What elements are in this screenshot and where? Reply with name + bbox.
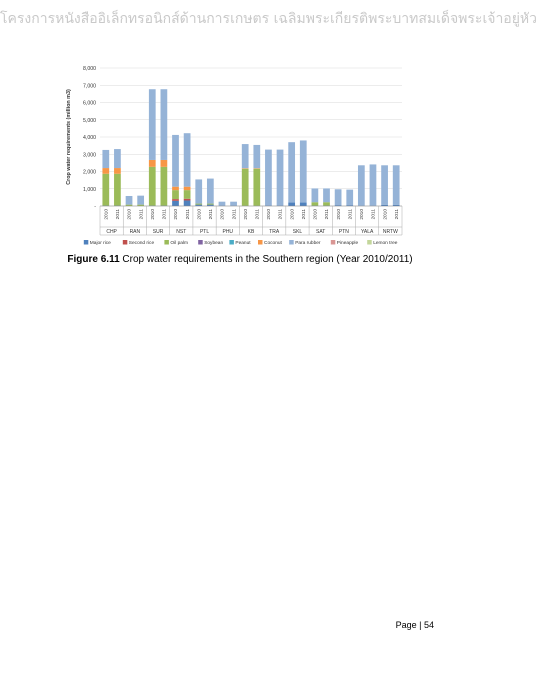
bar-segment — [312, 188, 319, 202]
stacked-bar-chart — [60, 62, 410, 250]
bar-segment — [288, 203, 295, 206]
bar-segment — [253, 169, 260, 206]
bar-segment — [242, 169, 249, 206]
x-tick-label: 2010 — [127, 209, 133, 220]
bar-segment — [312, 202, 319, 205]
y-axis-label: Crop water requirements (million m3) — [66, 89, 72, 185]
group-label: SKL — [292, 229, 303, 235]
x-tick-label: 2010 — [197, 209, 203, 220]
group-label: TRA — [269, 229, 280, 235]
legend-label: Soybean — [204, 241, 224, 246]
bar-segment — [346, 190, 353, 206]
legend-label: Pineapple — [336, 241, 359, 246]
bar-segment — [149, 167, 156, 206]
group-label: PTL — [199, 229, 210, 235]
bar-segment — [184, 133, 191, 186]
bar-segment — [172, 201, 179, 206]
bar-segment — [393, 165, 400, 205]
group-label: NRTW — [382, 229, 398, 235]
legend-swatch — [229, 240, 234, 245]
x-tick-label: 2010 — [360, 209, 366, 220]
x-tick-label: 2010 — [336, 209, 342, 220]
x-tick-label: 2010 — [243, 209, 249, 220]
page-number: Page | 54 — [395, 620, 434, 630]
bar-segment — [161, 160, 168, 167]
group-label: YALA — [360, 229, 374, 235]
bar-segment — [195, 179, 202, 203]
bar-segment — [358, 165, 365, 206]
legend-swatch — [289, 240, 294, 245]
legend-label: Oil palm — [170, 241, 188, 246]
bar-segment — [207, 204, 214, 205]
bar-segment — [102, 174, 109, 206]
bar-segment — [161, 167, 168, 206]
group-label: SUR — [152, 229, 164, 235]
bar-segment — [114, 168, 121, 174]
y-tick-label: 3,000 — [83, 152, 96, 159]
bar-segment — [137, 196, 144, 205]
bar-segment — [195, 204, 202, 205]
x-tick-label: 2011 — [371, 209, 377, 220]
legend-label: Lemon tree — [373, 241, 398, 246]
bar-segment — [219, 202, 226, 206]
legend-label: Peanut — [235, 241, 251, 246]
caption-label: Figure 6.11 — [67, 254, 120, 265]
x-tick-label: 2010 — [174, 209, 180, 220]
x-tick-label: 2011 — [162, 209, 168, 220]
group-label: SAT — [316, 229, 326, 235]
bar-segment — [288, 142, 295, 202]
bar-segment — [102, 168, 109, 174]
caption-text: Crop water requirements in the Southern region (Year 2010/2011) — [119, 254, 413, 265]
bar-segment — [114, 149, 121, 168]
y-tick-label: 4,000 — [83, 135, 96, 141]
bar-segment — [149, 89, 156, 160]
bar-segment — [335, 189, 342, 205]
x-tick-label: 2011 — [394, 209, 400, 220]
group-label: RAN — [129, 229, 141, 235]
legend-swatch — [367, 240, 372, 245]
bar-segment — [172, 190, 179, 199]
bar-segment — [323, 188, 330, 202]
bar-segment — [381, 165, 388, 205]
bar-segment — [102, 150, 109, 168]
x-tick-label: 2011 — [232, 209, 238, 220]
bar-segment — [184, 200, 191, 206]
group-label: KB — [247, 229, 255, 235]
x-tick-label: 2010 — [150, 209, 156, 220]
legend-swatch — [84, 240, 89, 245]
x-tick-label: 2010 — [267, 209, 273, 220]
legend-swatch — [258, 240, 263, 245]
bar-segment — [207, 179, 214, 204]
bar-segment — [161, 89, 168, 160]
legend-swatch — [198, 240, 203, 245]
bar-segment — [242, 168, 249, 169]
bar-segment — [230, 202, 237, 206]
bar-segment — [253, 168, 260, 169]
legend-swatch — [164, 240, 169, 245]
y-tick-label: 2,000 — [83, 169, 96, 176]
x-tick-label: 2011 — [301, 209, 307, 220]
figure-caption — [0, 254, 480, 265]
x-tick-label: 2010 — [104, 209, 110, 220]
y-tick-label: - — [94, 204, 96, 210]
bar-segment — [149, 160, 156, 167]
group-label: PHU — [222, 229, 234, 235]
bar-segment — [300, 203, 307, 206]
x-tick-label: 2011 — [209, 209, 215, 220]
x-tick-label: 2011 — [348, 209, 354, 220]
x-tick-label: 2011 — [139, 209, 145, 220]
bar-segment — [184, 199, 191, 201]
group-label: PTN — [338, 229, 349, 235]
bar-segment — [172, 187, 179, 190]
x-tick-label: 2010 — [383, 209, 389, 220]
legend-label: Coconut — [264, 241, 282, 246]
bar-segment — [323, 202, 330, 205]
bar-segment — [184, 190, 191, 199]
x-tick-label: 2010 — [313, 209, 319, 220]
x-tick-label: 2011 — [325, 209, 331, 220]
x-tick-label: 2011 — [185, 209, 191, 220]
legend-swatch — [123, 240, 128, 245]
bar-segment — [172, 199, 179, 201]
bar-segment — [184, 187, 191, 190]
bar-segment — [300, 140, 307, 202]
y-tick-label: 5,000 — [83, 117, 96, 124]
group-label: NST — [176, 229, 187, 235]
x-tick-label: 2010 — [290, 209, 296, 220]
bar-segment — [242, 144, 249, 168]
group-label: CHP — [106, 229, 117, 235]
x-tick-label: 2010 — [220, 209, 226, 220]
legend-label: Major rice — [89, 241, 111, 246]
bar-segment — [253, 145, 260, 168]
bar-segment — [277, 150, 284, 206]
bar-segment — [265, 150, 272, 206]
chart-area — [60, 62, 410, 250]
bar-segment — [370, 164, 377, 205]
y-tick-label: 1,000 — [83, 186, 96, 193]
bar-segment — [114, 174, 121, 206]
legend-swatch — [331, 240, 336, 245]
x-tick-label: 2011 — [255, 209, 261, 220]
y-tick-label: 6,000 — [83, 100, 96, 107]
bar-segment — [126, 196, 133, 205]
legend-label: Second rice — [128, 241, 155, 246]
x-tick-label: 2011 — [116, 209, 122, 220]
y-tick-label: 8,000 — [83, 66, 96, 72]
bar-segment — [172, 135, 179, 187]
page-header: โครงการหนังสืออิเล็กทรอนิกส์ด้านการเกษตร เฉลิมพระเกียรติพระบาทสมเด็จพระเจ้าอยู่หัว — [0, 11, 537, 27]
x-tick-label: 2011 — [278, 209, 284, 220]
y-tick-label: 7,000 — [83, 83, 96, 90]
legend-label: Para rubber — [295, 241, 321, 246]
